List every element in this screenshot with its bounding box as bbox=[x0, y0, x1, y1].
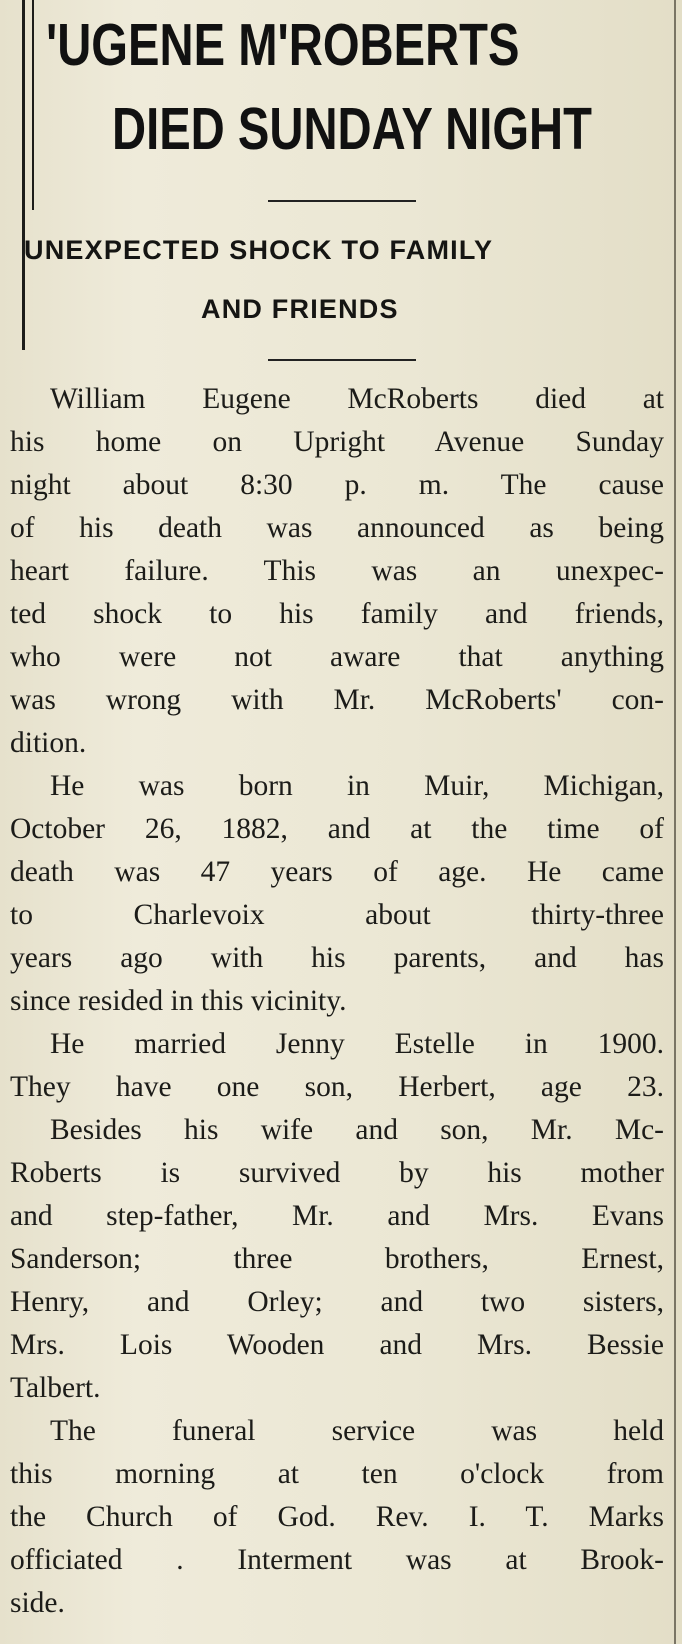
article-line: and step-father, Mr. and Mrs. Evans bbox=[10, 1200, 664, 1232]
article-line: since resided in this vicinity. bbox=[10, 985, 347, 1017]
article-line: October 26, 1882, and at the time of bbox=[10, 813, 664, 845]
article-line: the Church of God. Rev. I. T. Marks bbox=[10, 1501, 664, 1533]
article-line: He married Jenny Estelle in 1900. bbox=[50, 1028, 664, 1060]
subheadline-line-2: AND FRIENDS bbox=[201, 294, 399, 324]
article-line: Besides his wife and son, Mr. Mc- bbox=[50, 1114, 664, 1146]
column-rule-left-outer bbox=[32, 0, 34, 210]
headline-line-1: 'UGENE M'ROBERTS bbox=[46, 12, 520, 78]
article-line: The funeral service was held bbox=[50, 1415, 664, 1447]
article-line: William Eugene McRoberts died at bbox=[50, 383, 664, 415]
article-line: side. bbox=[10, 1587, 65, 1619]
column-rule-right bbox=[674, 0, 676, 1644]
article-line: He was born in Muir, Michigan, bbox=[50, 770, 664, 802]
article-line: dition. bbox=[10, 727, 87, 759]
article-line: Sanderson; three brothers, Ernest, bbox=[10, 1243, 664, 1275]
article-line: death was 47 years of age. He came bbox=[10, 856, 664, 888]
column-rule-left bbox=[22, 0, 25, 350]
article-line: Henry, and Orley; and two sisters, bbox=[10, 1286, 664, 1318]
article-line: ted shock to his family and friends, bbox=[10, 598, 664, 630]
subheadline-line-1: UNEXPECTED SHOCK TO FAMILY bbox=[24, 235, 494, 265]
article-line: They have one son, Herbert, age 23. bbox=[10, 1071, 664, 1103]
article-line: Talbert. bbox=[10, 1372, 101, 1404]
article-line: Roberts is survived by his mother bbox=[10, 1157, 664, 1189]
article-line: Mrs. Lois Wooden and Mrs. Bessie bbox=[10, 1329, 664, 1361]
headline-divider bbox=[268, 200, 416, 202]
article-line: officiated . Interment was at Brook- bbox=[10, 1544, 664, 1576]
article-line: to Charlevoix about thirty-three bbox=[10, 899, 664, 931]
article-line: years ago with his parents, and has bbox=[10, 942, 664, 974]
article-line: who were not aware that anything bbox=[10, 641, 664, 673]
article-line: of his death was announced as being bbox=[10, 512, 664, 544]
article-line: this morning at ten o'clock from bbox=[10, 1458, 664, 1490]
article-line: his home on Upright Avenue Sunday bbox=[10, 426, 664, 458]
headline-line-2: DIED SUNDAY NIGHT bbox=[112, 96, 592, 162]
subheadline-divider bbox=[268, 359, 416, 361]
article-line: night about 8:30 p. m. The cause bbox=[10, 469, 664, 501]
article-line: heart failure. This was an unexpec- bbox=[10, 555, 664, 587]
article-line: was wrong with Mr. McRoberts' con- bbox=[10, 684, 664, 716]
